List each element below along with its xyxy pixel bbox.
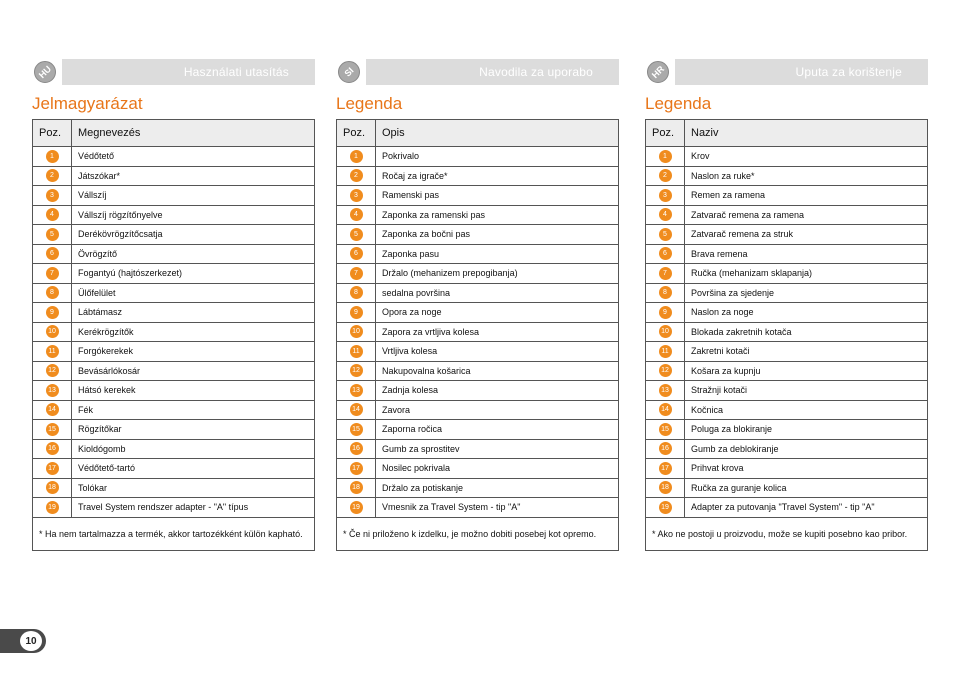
position-cell [33,459,72,479]
legend-column-hr [645,59,928,551]
position-cell [646,186,685,206]
table-row [33,322,315,342]
language-badge: HR [645,59,674,85]
column-header-position: Poz. [33,120,72,147]
header-title: Használati utasítás [183,65,289,79]
position-number-badge: 10 [350,325,363,338]
position-cell [33,381,72,401]
position-cell [33,166,72,186]
position-cell [33,478,72,498]
table-row [646,166,928,186]
position-number-badge: 7 [659,267,672,280]
position-number-badge: 18 [46,481,59,494]
position-cell [337,498,376,518]
position-number-badge: 2 [659,169,672,182]
part-name: Remen za ramena [685,186,928,206]
table-row [337,342,619,362]
part-name: Zapora za vrtljiva kolesa [376,322,619,342]
position-number-badge: 10 [659,325,672,338]
position-cell [646,147,685,167]
part-name: Brava remena [685,244,928,264]
table-row [337,283,619,303]
position-number-badge: 10 [46,325,59,338]
table-row [337,244,619,264]
table-row [337,420,619,440]
part-name: Gumb za sprostitev [376,439,619,459]
table-row [33,303,315,323]
table-row [337,459,619,479]
position-cell [33,147,72,167]
position-number-badge: 13 [46,384,59,397]
part-name: Zadnja kolesa [376,381,619,401]
part-name: Adapter za putovanja "Travel System" - tip "A" [685,498,928,518]
table-row [337,361,619,381]
table-row [337,166,619,186]
position-cell [33,205,72,225]
column-header-name: Megnevezés [72,120,315,147]
part-name: Zakretni kotači [685,342,928,362]
position-number-badge: 4 [350,208,363,221]
position-number-badge: 1 [350,150,363,163]
position-cell [646,303,685,323]
part-name: Držalo (mehanizem prepogibanja) [376,264,619,284]
table-row [337,205,619,225]
part-name: Tolókar [72,478,315,498]
footnote-row [33,517,315,550]
position-number-badge: 11 [350,345,363,358]
part-name: Ülőfelület [72,283,315,303]
part-name: Fék [72,400,315,420]
position-number-badge: 19 [46,501,59,514]
legend-table [336,119,619,551]
position-number-badge: 16 [659,442,672,455]
table-row [646,264,928,284]
position-number-badge: 9 [46,306,59,319]
part-name: Zatvarač remena za struk [685,225,928,245]
part-name: Védőtető-tartó [72,459,315,479]
position-cell [337,400,376,420]
position-number-badge: 14 [46,403,59,416]
position-number-badge: 6 [659,247,672,260]
table-row [337,439,619,459]
part-name: Ročaj za igrače* [376,166,619,186]
table-row [33,400,315,420]
part-name: Prihvat krova [685,459,928,479]
position-cell [33,303,72,323]
part-name: Fogantyú (hajtószerkezet) [72,264,315,284]
position-cell [33,400,72,420]
table-row [646,225,928,245]
position-cell [337,186,376,206]
footnote: * Ako ne postoji u proizvodu, može se kupiti posebno kao pribor. [652,528,908,539]
position-number-badge: 8 [46,286,59,299]
table-row [646,147,928,167]
position-number-badge: 18 [350,481,363,494]
position-number-badge: 6 [46,247,59,260]
table-row [33,264,315,284]
table-row [646,400,928,420]
position-cell [646,283,685,303]
position-cell [646,361,685,381]
table-row [33,361,315,381]
table-header-row [33,120,315,147]
position-number-badge: 3 [350,189,363,202]
part-name: Játszókar* [72,166,315,186]
legend-title: Jelmagyarázat [32,94,143,113]
table-row [33,342,315,362]
part-name: Vállszíj [72,186,315,206]
table-row [33,166,315,186]
position-cell [337,381,376,401]
position-number-badge: 11 [46,345,59,358]
part-name: Nakupovalna košarica [376,361,619,381]
position-cell [337,225,376,245]
table-row [33,283,315,303]
position-number-badge: 16 [350,442,363,455]
part-name: Vrtljiva kolesa [376,342,619,362]
position-cell [33,186,72,206]
position-number-badge: 15 [46,423,59,436]
position-cell [337,264,376,284]
position-cell [337,147,376,167]
position-cell [646,342,685,362]
part-name: Bevásárlókosár [72,361,315,381]
position-number-badge: 3 [46,189,59,202]
position-number-badge: 19 [659,501,672,514]
position-cell [646,166,685,186]
position-cell [646,439,685,459]
position-cell [33,361,72,381]
position-cell [337,322,376,342]
position-number-badge: 17 [350,462,363,475]
position-cell [337,166,376,186]
position-number-badge: 6 [350,247,363,260]
position-cell [646,322,685,342]
position-number-badge: 16 [46,442,59,455]
part-name: Zaponka pasu [376,244,619,264]
part-name: Zavora [376,400,619,420]
position-cell [646,225,685,245]
position-cell [337,283,376,303]
table-row [646,205,928,225]
table-row [646,186,928,206]
position-number-badge: 4 [46,208,59,221]
position-number-badge: 1 [46,150,59,163]
position-cell [33,439,72,459]
part-name: Kerékrögzítők [72,322,315,342]
table-row [33,498,315,518]
part-name: Nosilec pokrivala [376,459,619,479]
table-row [33,381,315,401]
table-row [646,381,928,401]
header-title: Uputa za korištenje [795,65,902,79]
table-row [33,225,315,245]
position-cell [337,303,376,323]
footnote: * Ha nem tartalmazza a termék, akkor tartozékként külön kapható. [39,528,303,539]
position-number-badge: 8 [659,286,672,299]
position-cell [646,244,685,264]
part-name: Košara za kupnju [685,361,928,381]
part-name: Zaponka za ramenski pas [376,205,619,225]
position-number-badge: 17 [659,462,672,475]
position-cell [33,283,72,303]
part-name: Védőtető [72,147,315,167]
legend-table [645,119,928,551]
position-cell [646,420,685,440]
part-name: Ručka za guranje kolica [685,478,928,498]
section-header [645,59,928,85]
table-row [33,205,315,225]
part-name: Zaponka za bočni pas [376,225,619,245]
part-name: Ramenski pas [376,186,619,206]
table-row [337,498,619,518]
table-row [33,459,315,479]
column-header-name: Opis [376,120,619,147]
position-number-badge: 9 [350,306,363,319]
position-cell [337,205,376,225]
section-header [336,59,619,85]
position-number-badge: 15 [659,423,672,436]
table-row [646,478,928,498]
position-number-badge: 1 [659,150,672,163]
part-name: sedalna površina [376,283,619,303]
table-row [33,244,315,264]
column-header-position: Poz. [646,120,685,147]
position-number-badge: 18 [659,481,672,494]
position-number-badge: 14 [659,403,672,416]
legend-table [32,119,315,551]
table-row [646,498,928,518]
position-number-badge: 12 [46,364,59,377]
position-number-badge: 2 [46,169,59,182]
table-row [33,147,315,167]
position-number-badge: 3 [659,189,672,202]
position-cell [646,498,685,518]
position-number-badge: 9 [659,306,672,319]
position-cell [646,400,685,420]
table-header-row [646,120,928,147]
table-header-row [337,120,619,147]
header-title: Navodila za uporabo [479,65,593,79]
position-cell [33,342,72,362]
position-cell [646,459,685,479]
language-badge: SI [336,59,365,85]
legend-title: Legenda [645,94,712,113]
position-cell [337,439,376,459]
position-number-badge: 7 [46,267,59,280]
table-row [337,186,619,206]
footnote-row [337,517,619,550]
part-name: Zaporna ročica [376,420,619,440]
position-number-badge: 13 [350,384,363,397]
part-name: Pokrivalo [376,147,619,167]
column-header-name: Naziv [685,120,928,147]
language-badge: HU [32,59,61,85]
table-row [337,322,619,342]
part-name: Poluga za blokiranje [685,420,928,440]
part-name: Lábtámasz [72,303,315,323]
table-row [337,400,619,420]
table-row [646,420,928,440]
table-row [646,303,928,323]
column-header-position: Poz. [337,120,376,147]
position-cell [646,205,685,225]
position-number-badge: 4 [659,208,672,221]
position-number-badge: 17 [46,462,59,475]
table-row [646,342,928,362]
table-row [646,244,928,264]
table-row [33,420,315,440]
legend-column-hu [32,59,315,551]
part-name: Gumb za deblokiranje [685,439,928,459]
part-name: Opora za noge [376,303,619,323]
part-name: Držalo za potiskanje [376,478,619,498]
position-cell [646,381,685,401]
position-number-badge: 2 [350,169,363,182]
part-name: Kioldógomb [72,439,315,459]
part-name: Vállszíj rögzítőnyelve [72,205,315,225]
position-cell [33,244,72,264]
position-cell [337,244,376,264]
table-row [337,147,619,167]
position-number-badge: 11 [659,345,672,358]
table-row [646,361,928,381]
table-row [646,459,928,479]
position-number-badge: 19 [350,501,363,514]
part-name: Hátsó kerekek [72,381,315,401]
part-name: Travel System rendszer adapter - "A" típus [72,498,315,518]
position-cell [646,264,685,284]
position-number-badge: 5 [659,228,672,241]
position-cell [33,322,72,342]
position-cell [337,361,376,381]
table-row [646,439,928,459]
part-name: Stražnji kotači [685,381,928,401]
part-name: Naslon za noge [685,303,928,323]
position-cell [337,478,376,498]
part-name: Rögzítőkar [72,420,315,440]
position-number-badge: 8 [350,286,363,299]
table-row [646,322,928,342]
position-number-badge: 13 [659,384,672,397]
part-name: Zatvarač remena za ramena [685,205,928,225]
position-cell [337,342,376,362]
part-name: Derékövrögzítőcsatja [72,225,315,245]
part-name: Ručka (mehanizam sklapanja) [685,264,928,284]
table-row [337,303,619,323]
part-name: Blokada zakretnih kotača [685,322,928,342]
table-row [33,478,315,498]
position-number-badge: 14 [350,403,363,416]
table-row [33,186,315,206]
section-header [32,59,315,85]
part-name: Naslon za ruke* [685,166,928,186]
position-cell [33,225,72,245]
part-name: Krov [685,147,928,167]
position-cell [337,459,376,479]
position-number-badge: 5 [350,228,363,241]
position-number-badge: 7 [350,267,363,280]
position-number-badge: 15 [350,423,363,436]
legend-title: Legenda [336,94,403,113]
table-row [33,439,315,459]
table-row [337,264,619,284]
position-cell [33,264,72,284]
position-cell [33,498,72,518]
part-name: Forgókerekek [72,342,315,362]
part-name: Kočnica [685,400,928,420]
table-row [337,478,619,498]
position-cell [337,420,376,440]
footnote: * Če ni priloženo k izdelku, je možno dobiti posebej kot opremo. [343,528,597,539]
footnote-row [646,517,928,550]
page-number: 10 [20,631,42,651]
part-name: Övrögzítő [72,244,315,264]
table-row [337,225,619,245]
part-name: Površina za sjedenje [685,283,928,303]
position-number-badge: 12 [659,364,672,377]
table-row [646,283,928,303]
part-name: Vmesnik za Travel System - tip "A" [376,498,619,518]
position-number-badge: 5 [46,228,59,241]
position-cell [646,478,685,498]
position-number-badge: 12 [350,364,363,377]
legend-column-si [336,59,619,551]
table-row [337,381,619,401]
position-cell [33,420,72,440]
